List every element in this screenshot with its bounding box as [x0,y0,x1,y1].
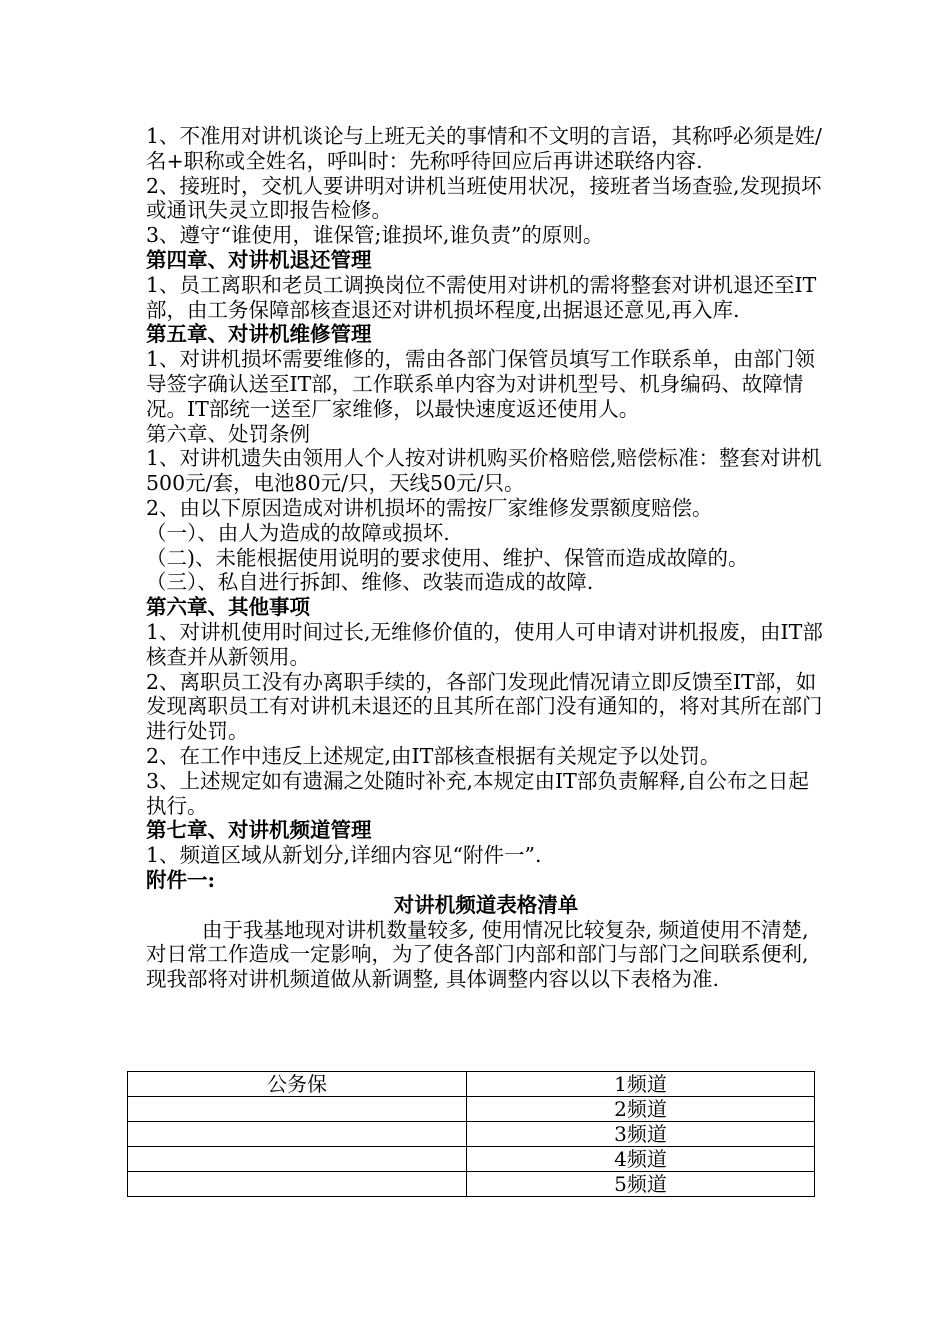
attachment-title: 对讲机频道表格清单 [393,892,579,917]
chapter-6-other-item: 2、在工作中违反上述规定,由IT部核查根据有关规定予以处罚。 [146,743,721,768]
table-row [128,1147,815,1172]
chapter-7-title: 第七章、对讲机频道管理 [146,818,372,843]
table-row [128,1122,815,1147]
channel-cell: 4频道 [467,1147,815,1172]
chapter-6-other-item: 1、对讲机使用时间过长,无维修价值的，使用人可申请对讲机报废，由IT部核查并从新领用。 [146,619,823,669]
channel-cell: 1频道 [467,1072,815,1097]
chapter-6-penalty-title: 第六章、处罚条例 [146,421,310,446]
chapter-6-other-title: 第六章、其他事项 [146,595,310,620]
department-cell [128,1172,467,1197]
rule-3: 3、遵守“谁使用，谁保管;谁损坏,谁负责”的原则。 [146,223,604,248]
chapter-6-penalty-item: （三）、私自进行拆卸、维修、改装而造成的故障. [146,570,594,595]
chapter-4-title: 第四章、对讲机退还管理 [146,247,372,272]
channel-table [127,1071,815,1197]
chapter-4-item: 1、员工离职和老员工调换岗位不需使用对讲机的需将整套对讲机退还至IT部，由工务保障部核查退还对讲机损坏程度,出据退还意见,再入库. [146,272,817,322]
chapter-6-penalty-item: （一）、由人为造成的故障或损坏. [146,520,450,545]
table-row [128,1097,815,1122]
attachment-intro: 由于我基地现对讲机数量较多, 使用情况比较复杂, 频道使用不清楚, 对日常工作造成一定影响，为了使各部门内部和部门与部门之间联系便利, 现我部将对讲机频道做从新调整, 具体调整内容以以下表格为准. [146,917,809,992]
department-cell: 公务保 [128,1072,467,1097]
channel-cell: 2频道 [467,1097,815,1122]
document-body [146,124,826,992]
chapter-7-item: 1、频道区域从新划分,详细内容见“附件一”. [146,843,542,868]
attachment-label: 附件一: [146,867,216,892]
chapter-6-other-item: 3、上述规定如有遗漏之处随时补充,本规定由IT部负责解释,自公布之日起执行。 [146,768,809,818]
department-cell [128,1147,467,1172]
chapter-5-item: 1、对讲机损坏需要维修的，需由各部门保管员填写工作联系单，由部门领导签字确认送至IT部，工作联系单内容为对讲机型号、机身编码、故障情况。IT部统一送至厂家维修，以最快速度返还使用人。 [146,347,816,421]
department-cell [128,1097,467,1122]
channel-cell: 3频道 [467,1122,815,1147]
chapter-5-title: 第五章、对讲机维修管理 [146,322,372,347]
chapter-6-penalty-item: （二)、未能根据使用说明的要求使用、维护、保管而造成故障的。 [146,545,749,570]
chapter-6-penalty-item: 1、对讲机遗失由领用人个人按对讲机购买价格赔偿,赔偿标准：整套对讲机500元/套，电池80元/只，天线50元/只。 [146,446,822,496]
channel-cell: 5频道 [467,1172,815,1197]
department-cell [128,1122,467,1147]
table-row [128,1172,815,1197]
rule-1: 1、不准用对讲机谈论与上班无关的事情和不文明的言语，其称呼必须是姓/名+职称或全姓名，呼叫时：先称呼待回应后再讲述联络内容. [146,124,822,173]
rule-2: 2、接班时，交机人要讲明对讲机当班使用状况，接班者当场查验,发现损坏或通讯失灵立即报告检修。 [146,173,822,223]
chapter-6-other-item: 2、离职员工没有办离职手续的，各部门发现此情况请立即反馈至IT部，如发现离职员工有对讲机未退还的且其所在部门没有通知的，将对其所在部门进行处罚。 [146,669,823,744]
table-row [128,1072,815,1097]
chapter-6-penalty-item: 2、由以下原因造成对讲机损坏的需按厂家维修发票额度赔偿。 [146,495,713,520]
